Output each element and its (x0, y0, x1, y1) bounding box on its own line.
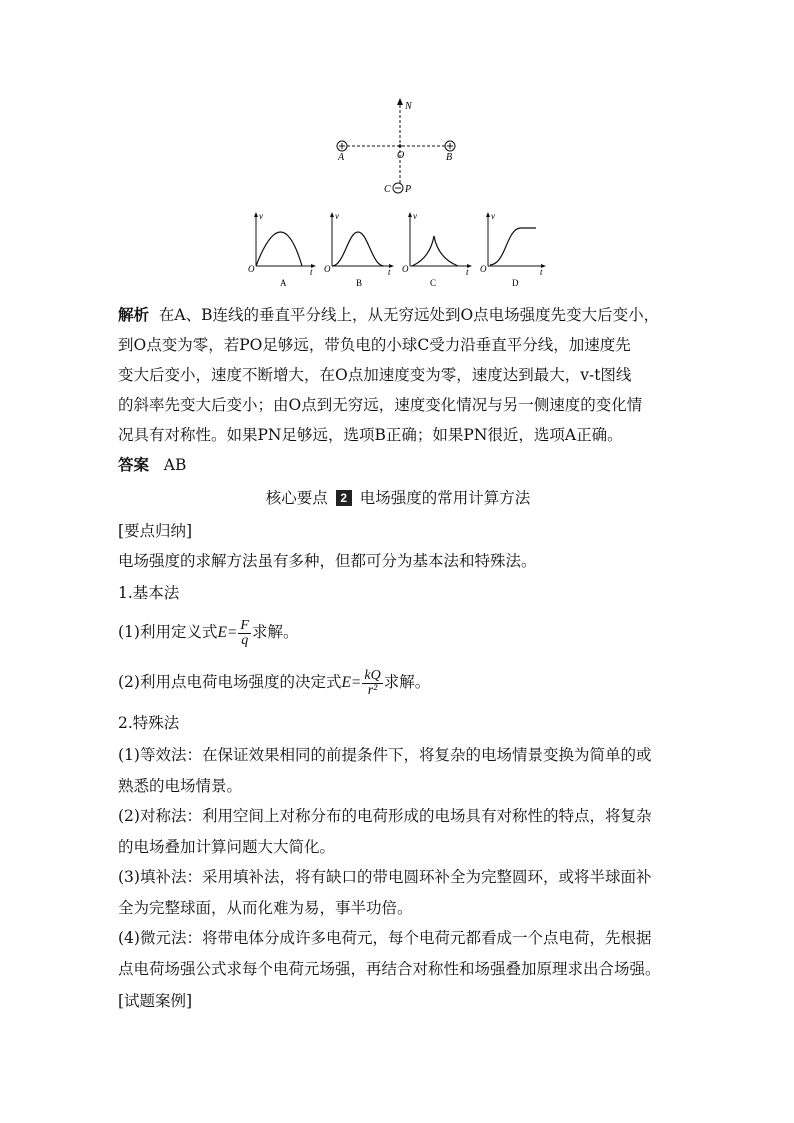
method-symmetry-1: (2)对称法：利用空间上对称分布的电荷形成的电场具有对称性的特点，将复杂 (118, 807, 652, 825)
graph-c-label: C (430, 278, 437, 288)
label-a: A (338, 152, 345, 163)
analysis-line-1: 解析 在A、B连线的垂直平分线上，从无穷远处到O点电场强度先变大后变小， (118, 305, 660, 324)
positive-charge-a-icon (337, 141, 347, 151)
basic-heading: 1.基本法 (118, 584, 180, 602)
charge-configuration-figure (330, 96, 470, 200)
svg-text:t: t (388, 267, 391, 277)
point-charge-fraction: $\frac{kQ}{\text{r²}}$ (364, 667, 381, 698)
method-symmetry-2: 的电场叠加计算问题大大简化。 (118, 837, 336, 856)
section-number-badge: 2 (336, 490, 352, 506)
svg-text:v: v (335, 211, 339, 221)
method-element-1: (4)微元法：将带电体分成许多电荷元，每个电荷元都看成一个点电荷，先根据 (118, 929, 652, 947)
basic-item-1: (1)利用定义式E= $\frac{F}{q}$ 求解。 (118, 617, 299, 648)
analysis-line-2: 到O点变为零，若PO足够远，带负电的小球C受力沿垂直平分线，加速度先 (118, 336, 631, 354)
method-equivalent-1: (1)等效法：在保证效果相同的前提条件下，将复杂的电场情景变换为简单的或 (118, 746, 652, 764)
svg-text:v: v (491, 211, 495, 221)
svg-text:t: t (540, 267, 543, 277)
answer-value: AB (163, 456, 187, 474)
method-element-2: 点电荷场强公式求每个电荷元场强，再结合对称性和场强叠加原理求出合场强。 (118, 959, 661, 978)
graph-a (248, 211, 316, 288)
case-tag: [试题案例] (118, 992, 193, 1010)
label-b: B (446, 152, 453, 163)
negative-charge-c-icon (393, 183, 403, 193)
graph-d (480, 211, 546, 288)
analysis-line-4: 的斜率先变大后变小；由O点到无穷远，速度变化情况与另一侧速度的变化情 (118, 396, 643, 414)
method-equivalent-2: 熟悉的电场情景。 (118, 776, 243, 795)
svg-text:v: v (413, 211, 417, 221)
analysis-line-3: 变大后变小，速度不断增大，在O点加速度变为零，速度达到最大，v-t图线 (118, 366, 632, 384)
section-title: 核心要点 2 电场强度的常用计算方法 (265, 489, 531, 507)
svg-text:O: O (480, 264, 487, 274)
summary-tag: [要点归纳] (118, 522, 193, 540)
method-fill-2: 全为完整球面，从而化难为易，事半功倍。 (118, 898, 413, 917)
analysis-line-5: 况具有对称性。如果PN足够远，选项B正确；如果PN很近，选项A正确。 (118, 426, 623, 444)
label-p: P (405, 184, 412, 195)
positive-charge-b-icon (445, 141, 455, 151)
vt-graphs-figure (244, 208, 554, 292)
label-o: O (397, 150, 405, 161)
svg-text:t: t (310, 267, 313, 277)
method-fill-1: (3)填补法：采用填补法，将有缺口的带电圆环补全为完整圆环，或将半球面补 (118, 868, 652, 886)
svg-text:v: v (259, 211, 263, 221)
graph-b-label: B (356, 278, 363, 288)
answer-line (118, 450, 678, 480)
special-methods (118, 740, 678, 984)
svg-text:t: t (466, 267, 469, 277)
analysis-label: 解析 (118, 305, 150, 324)
definition-fraction: $\frac{F}{q}$ (240, 617, 249, 648)
graph-d-label: D (512, 278, 519, 288)
intro-text: 电场强度的求解方法虽有多种，但都可分为基本法和特殊法。 (118, 552, 537, 570)
label-n: N (405, 101, 412, 112)
graph-c (402, 211, 472, 288)
svg-text:O: O (248, 264, 255, 274)
analysis-paragraph (118, 300, 678, 450)
label-c: C (384, 184, 391, 195)
answer-label: 答案 (118, 455, 150, 474)
svg-text:O: O (402, 264, 409, 274)
graph-a-label: A (280, 278, 287, 288)
graph-b (324, 211, 394, 288)
svg-text:O: O (324, 264, 331, 274)
special-heading: 2.特殊法 (118, 714, 180, 732)
basic-item-2: (2)利用点电荷电场强度的决定式E= $\frac{kQ}{\text{r²}}$ 求解。 (118, 667, 431, 698)
